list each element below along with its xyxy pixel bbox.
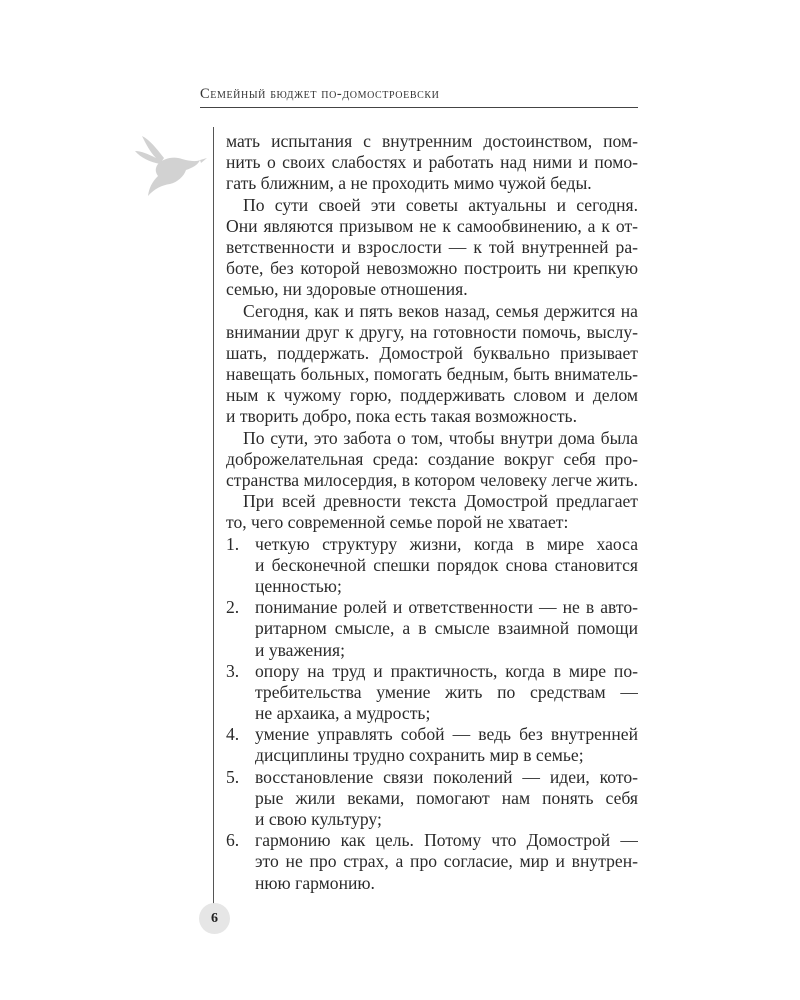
list-item-line: это не про страх, а про согласие, мир и внутрен- [255, 851, 638, 872]
text-line: гать ближним, а не проходить мимо чужой беды. [226, 173, 592, 194]
list-item [226, 597, 638, 661]
paragraph [226, 195, 638, 301]
text-line: навещать больных, помогать бедным, быть вниматель- [226, 364, 638, 385]
list-item-number: 1. [226, 533, 240, 554]
page-number: 6 [211, 910, 218, 926]
text-line: Сегодня, как и пять веков назад, семья держится на [243, 300, 638, 321]
list-item-line: восстановление связи поколений — идеи, кото- [255, 766, 638, 787]
text-line: доброжелательная среда: создание вокруг себя про- [226, 448, 638, 469]
list-item-line: и свою культуру; [255, 809, 382, 829]
text-line: ветственности и взрослости — к той внутренней ра- [226, 236, 638, 257]
margin-rule [213, 127, 214, 905]
list-item-number: 6. [226, 830, 240, 851]
paragraph [226, 131, 638, 195]
text-line: шать, поддержать. Домострой буквально призывает [226, 342, 638, 363]
list-item-line: нюю гармонию. [255, 872, 375, 893]
list-item-line: понимание ролей и ответственности — не в авто- [255, 597, 638, 618]
paragraph [226, 301, 638, 428]
paragraph [226, 428, 638, 492]
list-item-number: 4. [226, 724, 240, 745]
list-item-line: рые жили веками, помогают нам понять себя [255, 787, 638, 808]
text-line: странства милосердия, в котором человеку легче жить. [226, 470, 638, 490]
text-line: При всей древности текста Домострой предлагает [243, 491, 638, 512]
list-item-line: четкую структуру жизни, когда в мире хаоса [255, 533, 638, 554]
text-line: семью, ни здоровые отношения. [226, 279, 468, 300]
text-line: внимании друг к другу, на готовности помочь, выслу- [226, 321, 638, 342]
list-item [226, 830, 638, 894]
list-item-line: гармонию как цель. Потому что Домострой — [255, 830, 638, 851]
running-header: Семейный бюджет по-домостроевски [200, 86, 440, 102]
list-item-number: 5. [226, 766, 240, 787]
paragraph [226, 491, 638, 533]
list-item-line: и бесконечной спешки порядок снова становится [255, 554, 638, 575]
list-item-line: умение управлять собой — ведь без внутренней [255, 724, 638, 745]
list-item-line: не архаика, а мудрость; [255, 703, 431, 724]
text-line: Они являются призывом не к самообвинению, а к от- [226, 215, 638, 236]
body-text [226, 131, 638, 894]
numbered-list [226, 534, 638, 894]
text-line: боте, без которой невозможно построить ни крепкую [226, 258, 638, 279]
header-rule [200, 107, 638, 108]
list-item-line: опору на труд и практичность, когда в мире по- [255, 660, 638, 681]
text-line: По сути, это забота о том, чтобы внутри дома была [243, 427, 638, 448]
list-item-line: ценностью; [255, 575, 342, 596]
text-line: мать испытания с внутренним достоинством, пом- [226, 131, 638, 151]
list-item [226, 767, 638, 831]
text-line: ным к чужому горю, поддерживать словом и делом [226, 385, 638, 406]
list-item-line: и уважения; [255, 639, 346, 660]
dove-icon [134, 134, 208, 200]
text-line: нить о своих слабостях и работать над ними и помо- [226, 152, 638, 173]
paragraphs [226, 131, 638, 534]
page-number-badge [199, 903, 230, 934]
list-item-number: 2. [226, 597, 240, 618]
list-item [226, 534, 638, 598]
text-line: и творить добро, пока есть такая возможность. [226, 406, 577, 427]
list-item-number: 3. [226, 660, 240, 681]
text-line: По сути своей эти советы актуальны и сегодня. [243, 194, 638, 215]
text-line: то, чего современной семье порой не хватает: [226, 512, 569, 533]
list-item-line: требительства умение жить по средствам — [255, 681, 638, 702]
list-item-line: ритарном смысле, а в смысле взаимной помощи [255, 618, 638, 639]
list-item-line: дисциплины трудно сохранить мир в семье; [255, 745, 584, 766]
list-item [226, 661, 638, 725]
list-item [226, 724, 638, 766]
